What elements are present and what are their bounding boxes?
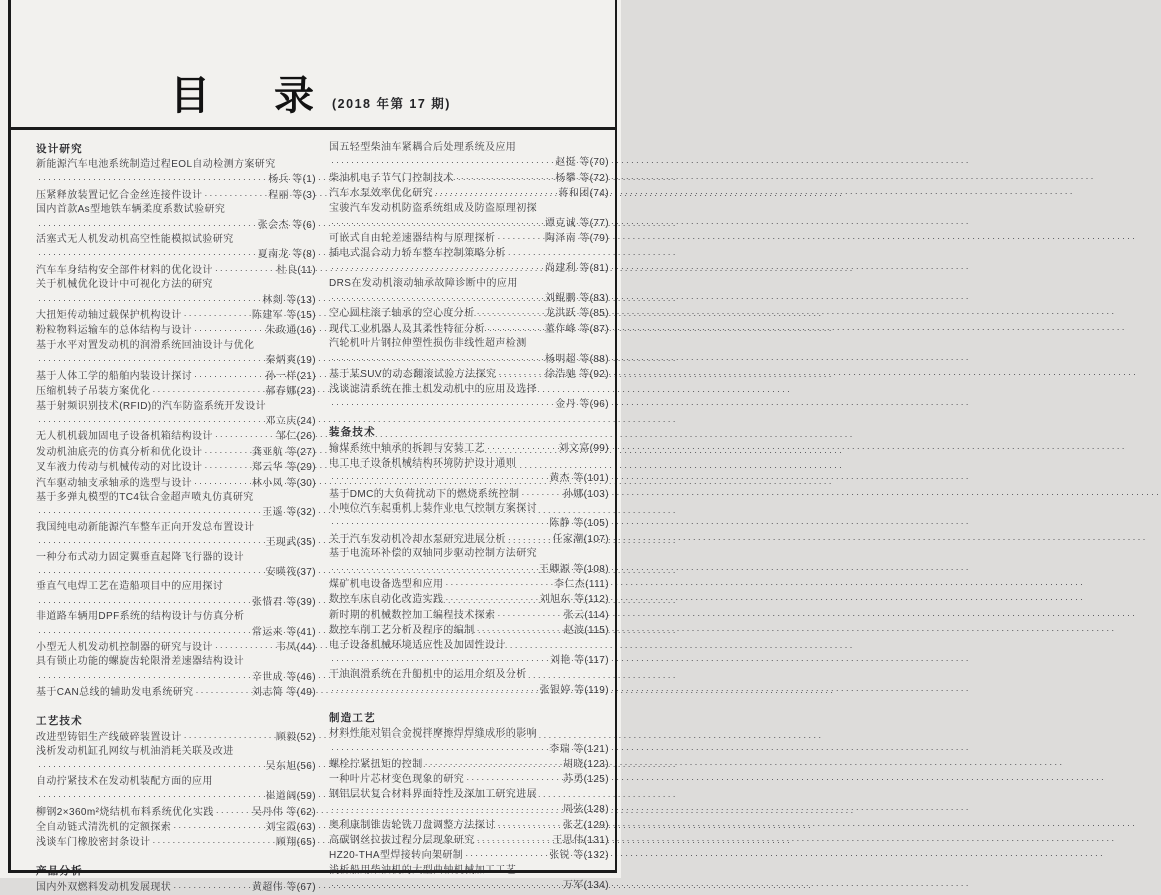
toc-entry-title-line xyxy=(36,491,316,505)
toc-entry xyxy=(36,445,316,460)
author-page-ref: 万军(134) xyxy=(562,880,609,892)
toc-entry-title-line xyxy=(36,775,316,789)
author-page-ref: 朱政通(16) xyxy=(265,325,316,337)
article-title: HZ20-THA型焊接转向架研制 xyxy=(329,850,464,862)
article-title: 电工电子设备机械结构环境防护设计通则 xyxy=(329,457,517,469)
toc-entry xyxy=(36,805,316,820)
toc-entry xyxy=(36,640,316,655)
dot-leader xyxy=(38,247,256,262)
article-title: 国五轻型柴油车紧耦合后处理系统及应用 xyxy=(329,142,517,153)
toc-entry-title-line xyxy=(329,502,609,516)
toc-entry-title-line xyxy=(329,668,609,682)
author-page-ref: 赵挺 等(70) xyxy=(555,157,609,169)
article-title: 基于DMC的大负荷扰动下的燃烧系统控制 xyxy=(329,488,520,500)
dot-leader xyxy=(331,683,538,698)
toc-entry xyxy=(36,476,316,491)
author-page-ref: 金丹 等(96) xyxy=(555,398,609,410)
toc-entry xyxy=(329,322,609,337)
dot-leader xyxy=(38,353,263,368)
article-title: 基于某SUV的动态翻滚试验方法探究 xyxy=(329,369,497,381)
toc-entry xyxy=(36,429,316,444)
toc-entry-ref-line xyxy=(36,293,316,308)
dot-leader xyxy=(38,625,250,640)
toc-entry-title-line xyxy=(329,247,609,261)
author-page-ref: 刘志简 等(49) xyxy=(251,687,316,699)
article-title: 浅析船用柴油机的大型曲轴机械加工工艺 xyxy=(329,864,517,876)
issue-label: (2018 年第 17 期) xyxy=(332,97,451,111)
toc-entry-ref-line xyxy=(36,565,316,580)
toc-entry-title-line xyxy=(36,158,316,172)
dot-leader xyxy=(38,789,263,804)
dot-leader xyxy=(215,640,274,655)
toc-entry-title-line xyxy=(329,383,609,397)
article-title: 关于汽车发动机冷却水泵研究进展分析 xyxy=(329,533,506,545)
dot-leader xyxy=(466,772,561,787)
toc-entry-title-line xyxy=(329,337,609,351)
dot-leader xyxy=(508,532,551,547)
toc-entry-ref-line xyxy=(329,397,609,412)
article-title: 钢铝层状复合材料界面特性及深加工研究进展 xyxy=(329,788,537,800)
dot-leader xyxy=(204,445,249,460)
dot-leader xyxy=(331,216,543,231)
toc-column xyxy=(329,141,609,895)
toc-entry-ref-line xyxy=(36,414,316,429)
article-title: 柳钢2×360m²烧结机布料系统优化实践 xyxy=(36,806,214,818)
article-title: 一种叶片芯材变色现象的研究 xyxy=(329,774,465,786)
dot-leader xyxy=(38,218,256,233)
toc-entry xyxy=(329,186,609,201)
toc-entry-ref-line xyxy=(36,625,316,640)
article-title: 柴油机电子节气门控制技术 xyxy=(329,172,454,184)
article-title: 电子设备机械环境适应性及加固性设计 xyxy=(329,639,506,651)
author-page-ref: 顾毅(52) xyxy=(275,731,316,743)
toc-entry-ref-line xyxy=(329,155,609,170)
author-page-ref: 郝春娜(23) xyxy=(265,386,316,398)
toc-entry xyxy=(36,384,316,399)
author-page-ref: 孙一样(21) xyxy=(265,370,316,382)
toc-entry xyxy=(329,848,609,863)
toc-entry-ref-line xyxy=(36,535,316,550)
dot-leader xyxy=(425,757,561,772)
author-page-ref: 孙娜(103) xyxy=(562,488,609,500)
toc-entry xyxy=(329,623,609,638)
toc-entry xyxy=(329,306,609,321)
dot-leader xyxy=(497,608,561,623)
dot-leader xyxy=(38,414,263,429)
article-title: 宝骏汽车发动机防盗系统组成及防盗原理初探 xyxy=(329,202,537,214)
section-header: 制造工艺 xyxy=(329,712,376,725)
toc-entry xyxy=(329,532,609,547)
dot-leader xyxy=(184,308,250,323)
article-title: 材料性能对铝合金搅拌摩擦焊焊缝成形的影响 xyxy=(329,728,537,740)
toc-entry xyxy=(36,460,316,475)
article-title: 基于人体工学的船舶内装设计探讨 xyxy=(36,370,192,382)
toc-entry-title-line xyxy=(36,521,316,535)
toc-entry-title-line xyxy=(329,277,609,291)
dot-leader xyxy=(194,476,250,491)
author-page-ref: 吴丹伟 等(62) xyxy=(251,806,316,818)
toc-entry-ref-line xyxy=(36,505,316,520)
dot-leader xyxy=(215,263,275,278)
toc-entry xyxy=(36,308,316,323)
article-title: 插电式混合动力轿车整车控制策略分析 xyxy=(329,247,506,259)
article-title: 自动拧紧技术在发动机装配方面的应用 xyxy=(36,775,213,787)
toc-entry-ref-line xyxy=(36,670,316,685)
dot-leader xyxy=(487,322,543,337)
article-title: 小型无人机发动机控制器的研究与设计 xyxy=(36,642,213,653)
article-title: 非道路车辆用DPF系统的结构设计与仿真分析 xyxy=(36,611,245,623)
toc-entry-ref-line xyxy=(329,352,609,367)
article-title: 汽轮机叶片钢拉伸塑性损伤非线性超声检测 xyxy=(329,338,527,350)
dot-leader xyxy=(173,880,250,895)
toc-entry-ref-line xyxy=(329,471,609,486)
author-page-ref: 陈静 等(105) xyxy=(549,518,609,530)
toc-entry xyxy=(36,685,316,700)
dot-leader xyxy=(477,623,562,638)
article-title: 我国纯电动新能源汽车整车正向开发总布置设计 xyxy=(36,521,255,533)
toc-entry-title-line xyxy=(329,864,609,878)
toc-entry-ref-line xyxy=(329,742,609,757)
author-page-ref: 夏南龙 等(8) xyxy=(257,249,316,261)
section-header: 产品分析 xyxy=(36,864,83,877)
author-page-ref: 林剡 等(13) xyxy=(262,294,316,306)
dot-leader xyxy=(331,397,553,412)
dot-leader xyxy=(331,261,543,276)
author-page-ref: 刘文富(99) xyxy=(558,443,609,455)
toc-entry-ref-line xyxy=(329,653,609,668)
dot-leader xyxy=(445,577,552,592)
author-page-ref: 杨兵 等(1) xyxy=(268,174,316,186)
dot-leader xyxy=(194,369,263,384)
author-page-ref: 任家潮(107) xyxy=(552,533,609,545)
toc-entry-ref-line xyxy=(329,216,609,231)
author-page-ref: 顾翔(65) xyxy=(275,837,316,849)
dot-leader xyxy=(204,460,249,475)
author-page-ref: 陶泽南 等(79) xyxy=(544,233,609,245)
author-page-ref: 邓立庆(24) xyxy=(265,415,316,427)
article-title: 空心圆柱滚子轴承的空心度分析 xyxy=(329,308,475,320)
dot-leader xyxy=(331,653,548,668)
toc-entry xyxy=(329,441,609,456)
toc-entry-title-line xyxy=(36,203,316,217)
masthead xyxy=(0,0,621,118)
toc-entry xyxy=(329,577,609,592)
dot-leader xyxy=(38,565,263,580)
article-title: 活塞式无人机发动机高空性能模拟试验研究 xyxy=(36,234,234,246)
dot-leader xyxy=(194,323,263,338)
article-title: 大扭矩传动轴过载保护机构设计 xyxy=(36,310,182,322)
author-page-ref: 吴东旭(56) xyxy=(265,761,316,773)
author-page-ref: 杨明超 等(88) xyxy=(544,353,609,365)
article-title: 数控车削工艺分析及程序的编制 xyxy=(329,625,475,637)
author-page-ref: 杨攀 等(72) xyxy=(555,172,609,184)
toc-entry xyxy=(329,818,609,833)
article-title: 国内外双燃料发动机发展现状 xyxy=(36,881,172,893)
toc-entry-ref-line xyxy=(329,802,609,817)
article-title: 高碳钢丝拉拔过程分层现象研究 xyxy=(329,835,475,847)
toc-entry-title-line xyxy=(329,727,609,741)
toc-entry xyxy=(329,608,609,623)
dot-leader xyxy=(465,848,547,863)
article-title: 煤矿机电设备选型和应用 xyxy=(329,578,444,590)
toc-entry xyxy=(36,835,316,850)
toc-entry xyxy=(36,730,316,745)
article-title: 干油润滑系统在升船机中的运用介绍及分析 xyxy=(329,669,527,681)
dot-leader xyxy=(331,352,543,367)
toc-entry-ref-line xyxy=(36,353,316,368)
article-title: 关于机械优化设计中可视化方法的研究 xyxy=(36,279,213,291)
toc-entry-title-line xyxy=(36,278,316,292)
article-title: 奥利康制锥齿轮铣刀盘调整方法探讨 xyxy=(329,819,496,831)
toc-entry-title-line xyxy=(36,655,316,669)
author-page-ref: 董作峰 等(87) xyxy=(544,323,609,335)
dot-leader xyxy=(331,155,553,170)
author-page-ref: 张惜君 等(39) xyxy=(251,596,316,608)
toc-entry-ref-line xyxy=(36,247,316,262)
dot-leader xyxy=(331,562,537,577)
article-title: 汽车水泵效率优化研究 xyxy=(329,188,433,200)
article-title: 一种分布式动力固定翼垂直起降飞行器的设计 xyxy=(36,551,244,563)
article-title: 数控车床自动化改造实践 xyxy=(329,594,444,606)
toc-entry-ref-line xyxy=(329,683,609,698)
dot-leader xyxy=(38,535,263,550)
author-page-ref: 黄杰 等(101) xyxy=(549,473,609,485)
author-page-ref: 王遥 等(32) xyxy=(262,507,316,519)
article-title: 叉车液力传动与机械传动的对比设计 xyxy=(36,462,203,474)
section-header: 装备技术 xyxy=(329,426,376,439)
author-page-ref: 刘鲲鹏 等(83) xyxy=(544,293,609,305)
dot-leader xyxy=(331,516,547,531)
dot-leader xyxy=(196,685,250,700)
dot-leader xyxy=(497,231,542,246)
toc-entry-ref-line xyxy=(329,878,609,893)
toc-entry-ref-line xyxy=(36,789,316,804)
author-page-ref: 王思伟(131) xyxy=(552,835,609,847)
toc-entry-title-line xyxy=(329,639,609,653)
dot-leader xyxy=(477,306,543,321)
toc-entry xyxy=(329,231,609,246)
article-title: 新能源汽车电池系统制造过程EOL自动检测方案研究 xyxy=(36,159,276,170)
article-title: 基于电流环补偿的双轴同步驱动控制方法研究 xyxy=(329,548,537,560)
dot-leader xyxy=(497,818,560,833)
toc-entry-title-line xyxy=(36,400,316,414)
dot-leader xyxy=(38,670,250,685)
dot-leader xyxy=(445,592,537,607)
dot-leader xyxy=(216,805,250,820)
dot-leader xyxy=(331,878,561,893)
toc-entry-ref-line xyxy=(36,595,316,610)
dot-leader xyxy=(498,367,542,382)
article-title: 螺栓拧紧扭矩的控制 xyxy=(329,759,423,771)
dot-leader xyxy=(331,742,547,757)
article-title: 汽车驱动轴支承轴承的选型与设计 xyxy=(36,477,192,489)
dot-leader xyxy=(487,441,556,456)
toc-entry-title-line xyxy=(36,551,316,565)
article-title: 基于水平对置发动机的润滑系统回油设计与优化 xyxy=(36,339,255,351)
article-title: 基于射频识别技术(RFID)的汽车防盗系统开发设计 xyxy=(36,400,266,412)
toc-entry-title-line xyxy=(329,202,609,216)
dot-leader xyxy=(331,471,547,486)
article-title: 发动机油底壳的仿真分析和优化设计 xyxy=(36,446,203,458)
dot-leader xyxy=(38,505,260,520)
article-title: 全自动链式清洗机的定额探索 xyxy=(36,822,172,834)
article-title: 输煤系统中轴承的拆卸与安装工艺 xyxy=(329,443,485,455)
author-page-ref: 胡晓(123) xyxy=(562,759,609,771)
article-title: 粉粒物料运输车的总体结构与设计 xyxy=(36,325,192,337)
author-page-ref: 龚亚航 等(27) xyxy=(251,446,316,458)
toc-entry-title-line xyxy=(36,580,316,594)
toc-entry-ref-line xyxy=(36,172,316,187)
toc-entry-ref-line xyxy=(329,516,609,531)
dot-leader xyxy=(152,835,273,850)
toc-entry-ref-line xyxy=(329,261,609,276)
author-page-ref: 王卿源 等(108) xyxy=(538,563,609,575)
author-page-ref: 杜良(11) xyxy=(276,264,316,276)
dot-leader xyxy=(38,759,263,774)
author-page-ref: 刘宝霞(63) xyxy=(265,822,316,834)
toc-entry-title-line xyxy=(36,745,316,759)
author-page-ref: 安暎筏(37) xyxy=(265,566,316,578)
author-page-ref: 徐浩驰 等(92) xyxy=(544,369,609,381)
toc-entry-title-line xyxy=(329,457,609,471)
article-title: 现代工业机器人及其柔性特征分析 xyxy=(329,323,485,335)
dot-leader xyxy=(38,293,260,308)
dot-leader xyxy=(38,595,250,610)
author-page-ref: 李瑞 等(121) xyxy=(549,743,609,755)
author-page-ref: 张云(114) xyxy=(563,609,609,621)
dot-leader xyxy=(331,291,543,306)
toc-entry xyxy=(36,188,316,203)
dot-leader xyxy=(215,429,274,444)
toc-entry xyxy=(36,820,316,835)
dot-leader xyxy=(477,833,551,848)
author-page-ref: 黄超伟 等(67) xyxy=(251,881,316,893)
author-page-ref: 邹仁(26) xyxy=(275,431,316,443)
article-title: DRS在发动机滚动轴承故障诊断中的应用 xyxy=(329,277,518,289)
dot-leader xyxy=(38,172,266,187)
toc-entry xyxy=(36,323,316,338)
author-page-ref: 常运来 等(41) xyxy=(251,626,316,638)
toc-entry-title-line xyxy=(36,610,316,624)
toc-entry xyxy=(329,171,609,186)
toc-entry-title-line xyxy=(329,141,609,155)
author-page-ref: 张锐 等(132) xyxy=(549,850,609,862)
toc-entry-ref-line xyxy=(36,759,316,774)
author-page-ref: 韦凤(44) xyxy=(275,642,316,653)
article-title: 汽车车身结构安全部件材料的优化设计 xyxy=(36,264,213,276)
dot-leader xyxy=(204,188,266,203)
article-title: 垂直气电焊工艺在造船项目中的应用探讨 xyxy=(36,581,224,593)
toc-entry xyxy=(329,833,609,848)
toc-entry xyxy=(329,487,609,502)
article-title: 改进型铸铝生产线破碎装置设计 xyxy=(36,731,182,743)
toc-entry xyxy=(329,757,609,772)
author-page-ref: 崔道阔(59) xyxy=(265,791,316,803)
dot-leader xyxy=(331,802,561,817)
author-page-ref: 秦炳爽(19) xyxy=(265,355,316,367)
toc-entry-ref-line xyxy=(329,291,609,306)
toc-entry-title-line xyxy=(329,788,609,802)
author-page-ref: 辛世成 等(46) xyxy=(251,671,316,683)
article-title: 新时期的机械数控加工编程技术探索 xyxy=(329,609,496,621)
dot-leader xyxy=(152,384,263,399)
author-page-ref: 王现武(35) xyxy=(265,537,316,549)
author-page-ref: 赵波(115) xyxy=(563,625,609,637)
section-header: 设计研究 xyxy=(36,143,83,155)
author-page-ref: 郑云华 等(29) xyxy=(251,462,316,474)
article-title: 基于CAN总线的辅助发电系统研究 xyxy=(36,687,194,699)
author-page-ref: 刘艳 等(117) xyxy=(550,655,609,666)
author-page-ref: 张会杰 等(6) xyxy=(257,219,316,231)
article-title: 小吨位汽车起重机上装作业电气控制方案探讨 xyxy=(329,502,537,514)
toc-entry xyxy=(36,880,316,895)
article-title: 浅析发动机缸孔网纹与机油消耗关联及改进 xyxy=(36,746,234,758)
toc-entry xyxy=(329,367,609,382)
toc-entry xyxy=(36,369,316,384)
author-page-ref: 谭克诚 等(77) xyxy=(544,218,609,230)
author-page-ref: 张艺(129) xyxy=(562,819,609,831)
article-title: 压紧释放装置记忆合金丝连接件设计 xyxy=(36,189,203,201)
author-page-ref: 刘旭东 等(112) xyxy=(539,594,609,606)
dot-leader xyxy=(173,820,263,835)
author-page-ref: 程丽 等(3) xyxy=(268,189,316,201)
toc-column xyxy=(36,141,316,895)
dot-leader xyxy=(184,730,274,745)
author-page-ref: 周弦(128) xyxy=(562,804,609,816)
article-title: 压缩机转子吊装方案优化 xyxy=(36,386,151,398)
toc-entry-title-line xyxy=(36,233,316,247)
author-page-ref: 张银婷 等(119) xyxy=(539,684,609,696)
toc-entry-title-line xyxy=(36,339,316,353)
dot-leader xyxy=(456,171,553,186)
article-title: 国内首款As型地铁车辆柔度系数试验研究 xyxy=(36,204,226,216)
toc-entry-ref-line xyxy=(36,218,316,233)
article-title: 可嵌式自由轮差速器结构与原理探析 xyxy=(329,233,496,245)
author-page-ref: 陈建军 等(15) xyxy=(251,310,316,322)
author-page-ref: 林小凤 等(30) xyxy=(251,477,316,489)
dot-leader xyxy=(435,186,556,201)
article-title: 浅谈车门橡胶密封条设计 xyxy=(36,837,151,849)
toc-entry xyxy=(329,772,609,787)
article-title: 基于多弹丸模型的TC4钛合金超声喷丸仿真研究 xyxy=(36,491,254,503)
article-title: 具有锁止功能的螺旋齿轮限滑差速器结构设计 xyxy=(36,656,244,668)
article-title: 浅谈滤清系统在推土机发动机中的应用及选择 xyxy=(329,383,537,395)
author-page-ref: 尚建利 等(81) xyxy=(544,263,609,275)
toc-entry-title-line xyxy=(329,547,609,561)
article-title: 无人机机载加固电子设备机箱结构设计 xyxy=(36,431,213,443)
toc-entry xyxy=(329,592,609,607)
author-page-ref: 龙洪跃 等(85) xyxy=(544,308,609,320)
dot-leader xyxy=(521,487,560,502)
author-page-ref: 李仁杰(111) xyxy=(553,578,609,590)
author-page-ref: 蒋和团(74) xyxy=(558,188,609,200)
toc-entry xyxy=(36,263,316,278)
toc-content xyxy=(0,130,621,895)
toc-entry-ref-line xyxy=(329,562,609,577)
author-page-ref: 苏勇(125) xyxy=(562,774,609,786)
section-header: 工艺技术 xyxy=(36,714,83,727)
page-title: 目 录 xyxy=(170,74,327,118)
